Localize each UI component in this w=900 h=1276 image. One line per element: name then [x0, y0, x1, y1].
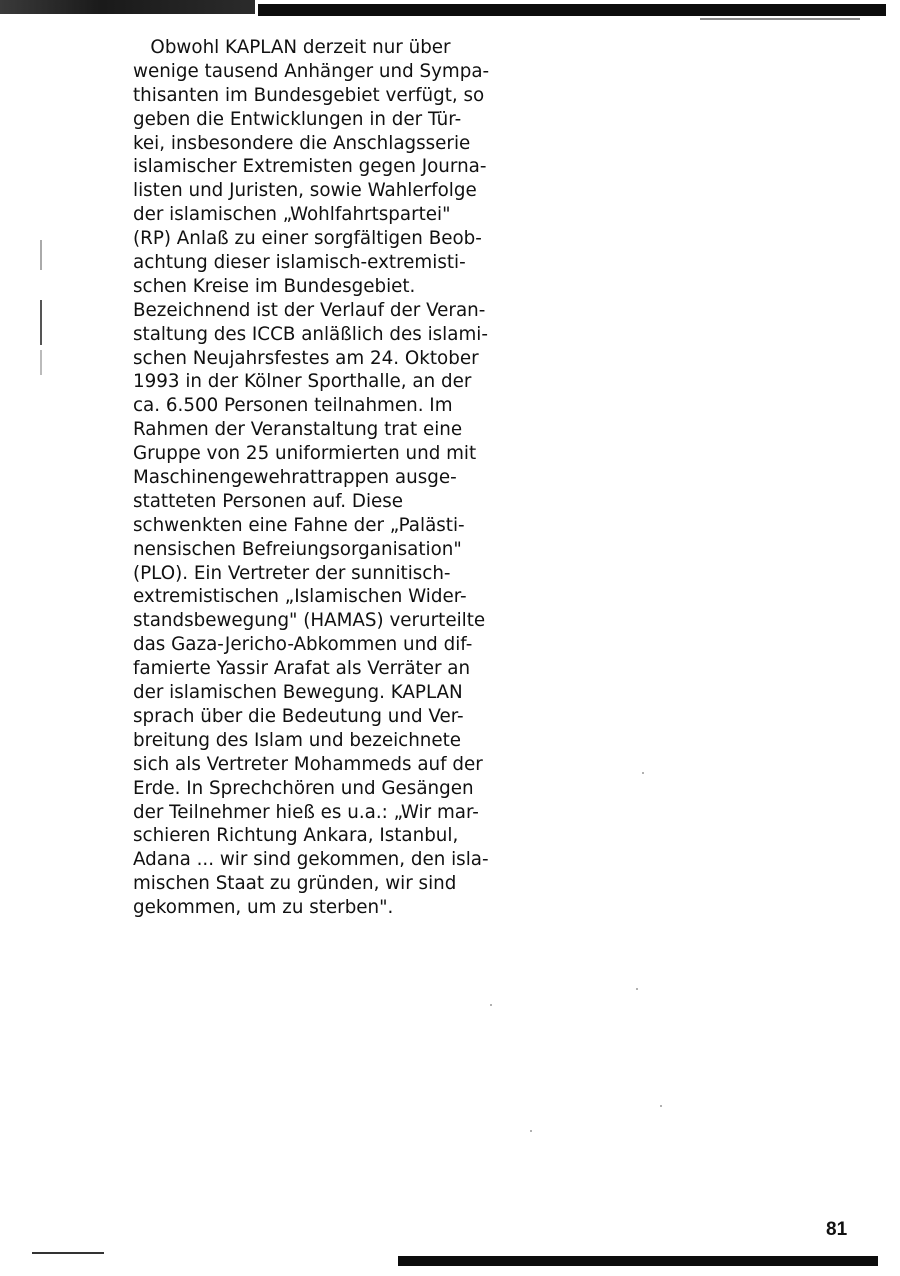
scan-speck — [490, 1004, 492, 1006]
text-line: extremistischen „Islamischen Wider- — [133, 586, 467, 608]
text-line: geben die Entwicklungen in der Tür- — [133, 108, 462, 130]
text-line: standsbewegung" (HAMAS) verurteilte — [133, 610, 486, 632]
text-line: wenige tausend Anhänger und Sympa- — [133, 60, 490, 82]
margin-mark — [40, 350, 42, 375]
text-line: famierte Yassir Arafat als Verräter an — [133, 658, 471, 680]
page-number: 81 — [826, 1219, 848, 1240]
text-line: ca. 6.500 Personen teilnahmen. Im — [133, 395, 453, 417]
text-line: achtung dieser islamisch-extremisti- — [133, 252, 466, 274]
text-line: Rahmen der Veranstaltung trat eine — [133, 419, 463, 441]
text-line: schwenkten eine Fahne der „Palästi- — [133, 514, 465, 536]
text-line: islamischer Extremisten gegen Journa- — [133, 156, 487, 178]
scan-speck — [530, 1130, 532, 1132]
text-line: Adana ... wir sind gekommen, den isla- — [133, 849, 489, 871]
scan-speck — [642, 772, 644, 774]
text-line: (RP) Anlaß zu einer sorgfältigen Beob- — [133, 228, 482, 250]
text-line: gekommen, um zu sterben". — [133, 897, 394, 919]
text-line: der Teilnehmer hieß es u.a.: „Wir mar- — [133, 801, 479, 823]
text-line: schieren Richtung Ankara, Istanbul, — [133, 825, 459, 847]
top-rule-left — [0, 0, 255, 14]
text-line: sprach über die Bedeutung und Ver- — [133, 705, 464, 727]
margin-mark — [40, 300, 42, 345]
text-line: statteten Personen auf. Diese — [133, 490, 404, 512]
top-rule — [258, 4, 886, 16]
top-rule-thin — [700, 18, 860, 20]
text-line: thisanten im Bundesgebiet verfügt, so — [133, 84, 485, 106]
text-line: nensischen Befreiungsorganisation" — [133, 538, 462, 560]
text-line: (PLO). Ein Vertreter der sunnitisch- — [133, 562, 451, 584]
text-line: sich als Vertreter Mohammeds auf der — [133, 753, 483, 775]
text-line: schen Kreise im Bundesgebiet. — [133, 275, 416, 297]
text-line: das Gaza-Jericho-Abkommen und dif- — [133, 634, 473, 656]
text-line: Obwohl KAPLAN derzeit nur über — [133, 37, 451, 58]
text-line: kei, insbesondere die Anschlagsserie — [133, 132, 471, 154]
text-line: Maschinengewehrattrappen ausge- — [133, 467, 457, 489]
margin-mark — [40, 240, 42, 270]
text-line: Bezeichnend ist der Verlauf der Veran- — [133, 299, 486, 321]
bottom-rule — [398, 1256, 878, 1266]
text-line: staltung des ICCB anläßlich des islami- — [133, 323, 488, 345]
text-line: breitung des Islam und bezeichnete — [133, 729, 462, 751]
article-body — [133, 36, 513, 920]
text-line: Gruppe von 25 uniformierten und mit — [133, 443, 477, 465]
text-line: der islamischen Bewegung. KAPLAN — [133, 682, 463, 704]
text-line: schen Neujahrsfestes am 24. Oktober — [133, 347, 479, 369]
scan-speck — [660, 1105, 662, 1107]
text-line: der islamischen „Wohlfahrtspartei" — [133, 204, 451, 226]
text-line: listen und Juristen, sowie Wahlerfolge — [133, 180, 477, 202]
scan-speck — [636, 988, 638, 990]
bottom-left-mark — [32, 1252, 104, 1254]
text-line: mischen Staat zu gründen, wir sind — [133, 873, 457, 895]
text-line: Erde. In Sprechchören und Gesängen — [133, 777, 474, 799]
text-line: 1993 in der Kölner Sporthalle, an der — [133, 371, 472, 393]
